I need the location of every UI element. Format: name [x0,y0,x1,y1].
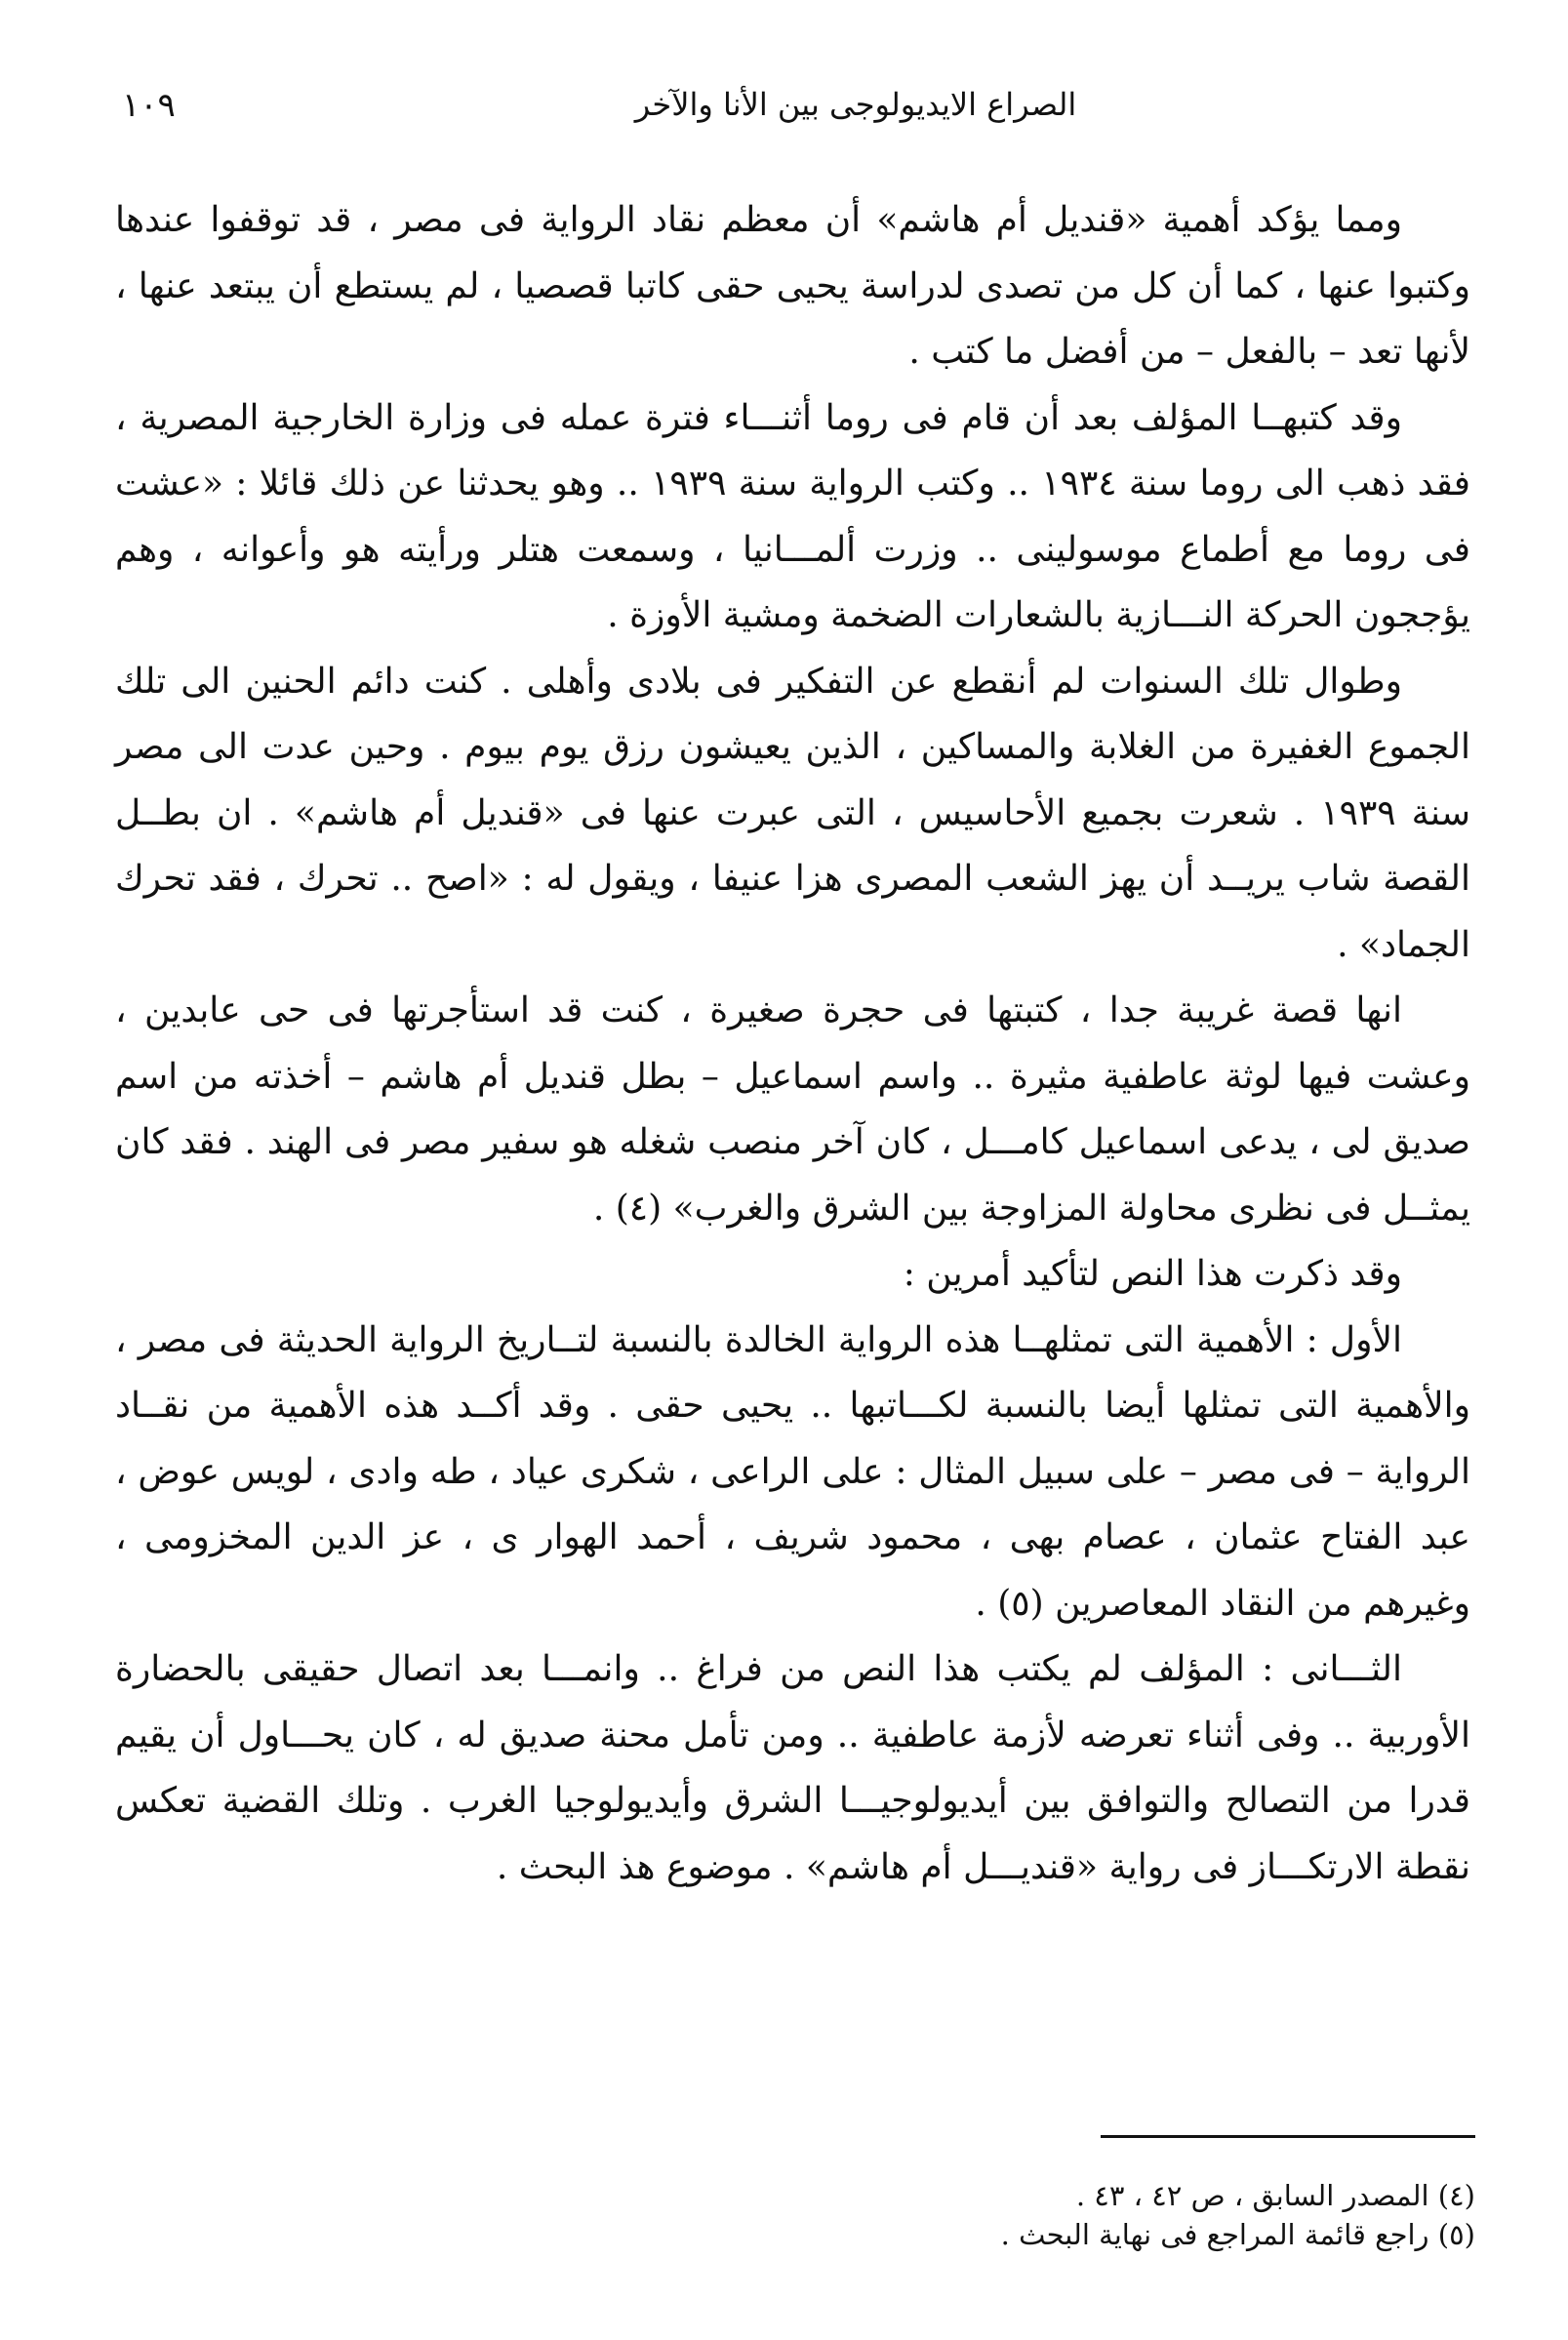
running-head [122,86,1453,135]
footnote: (٥) راجع قائمة المراجع فى نهاية البحث . [1000,2218,1475,2251]
footnote: (٤) المصدر السابق ، ص ٤٢ ، ٤٣ . [1075,2179,1475,2212]
running-title: الصراع الايديولوجى بين الأنا والآخر [634,86,1077,123]
paragraph: انها قصة غريبة جدا ، كتبتها فى حجرة صغيرة ، كنت قد استأجرتها فى حى عابدين ، وعشت فيها لوثة عاطفية مثيرة .. واسم اسماعيل – بطل قنديل أم هاشم – أخذته من اسم صديق لى ، يدعى اسماعيل كامـــل ، كان آخر منصب شغله هو سفير مصر فى الهند . فقد كان يمثــل فى نظرى محاولة المزاوجة بين الشرق والغرب» (٤) . [115,990,1470,1229]
footnotes [115,2176,1475,2254]
paragraph: وطوال تلك السنوات لم أنقطع عن التفكير فى بلادى وأهلى . كنت دائم الحنين الى تلك الجموع الغفيرة من الغلابة والمساكين ، الذين يعيشون رزق يوم بيوم . وحين عدت الى مصر سنة ١٩٣٩ . شعرت بجميع الأحاسيس ، التى عبرت عنها فى «قنديل أم هاشم» . ان بطــل القصة شاب يريــد أن يهز الشعب المصرى هزا عنيفا ، ويقول له : «اصح .. تحرك ، فقد تحرك الجماد» . [115,661,1470,965]
page-number: ١٠٩ [122,86,176,125]
paragraph: الأول : الأهمية التى تمثلهــا هذه الرواية الخالدة بالنسبة لتــاريخ الرواية الحديثة فى مصر ، والأهمية التى تمثلها أيضا بالنسبة لكـــاتبها .. يحيى حقى . وقد أكــد هذه الأهمية من نقــاد الرواية – فى مصر – على سبيل المثال : على الراعى ، شكرى عياد ، طه وادى ، لويس عوض ، عبد الفتاح عثمان ، عصام بهى ، محمود شريف ، أحمد الهوار ى ، عز الدين المخزومى ، وغيرهم من النقاد المعاصرين (٥) . [115,1319,1470,1624]
paragraph: ومما يؤكد أهمية «قنديل أم هاشم» أن معظم نقاد الرواية فى مصر ، قد توقفوا عندها وكتبوا عنها ، كما أن كل من تصدى لدراسة يحيى حقى كاتبا قصصيا ، لم يستطع أن يبتعد عنها ، لأنها تعد – بالفعل – من أفضل ما كتب . [115,200,1470,372]
paragraph: الثـــانى : المؤلف لم يكتب هذا النص من فراغ .. وانمـــا بعد اتصال حقيقى بالحضارة الأوربية .. وفى أثناء تعرضه لأزمة عاطفية .. ومن تأمل محنة صديق له ، كان يحـــاول أن يقيم قدرا من التصالح والتوافق بين أيديولوجيـــا الشرق وأيديولوجيا الغرب . وتلك القضية تعكس نقطة الارتكـــاز فى رواية «قنديـــل أم هاشم» . موضوع هذ البحث . [115,1649,1470,1887]
paragraph: وقد ذكرت هذا النص لتأكيد أمرين : [903,1254,1402,1294]
body-text [115,187,1470,1900]
paragraph: وقد كتبهــا المؤلف بعد أن قام فى روما أثنـــاء فترة عمله فى وزارة الخارجية المصرية ، فقد ذهب الى روما سنة ١٩٣٤ .. وكتب الرواية سنة ١٩٣٩ .. وهو يحدثنا عن ذلك قائلا : «عشت فى روما مع أطماع موسولينى .. وزرت ألمـــانيا ، وسمعت هتلر ورأيته هو وأعوانه ، وهم يؤججون الحركة النـــازية بالشعارات الضخمة ومشية الأوزة . [115,397,1470,635]
footnote-divider [1101,2135,1475,2138]
